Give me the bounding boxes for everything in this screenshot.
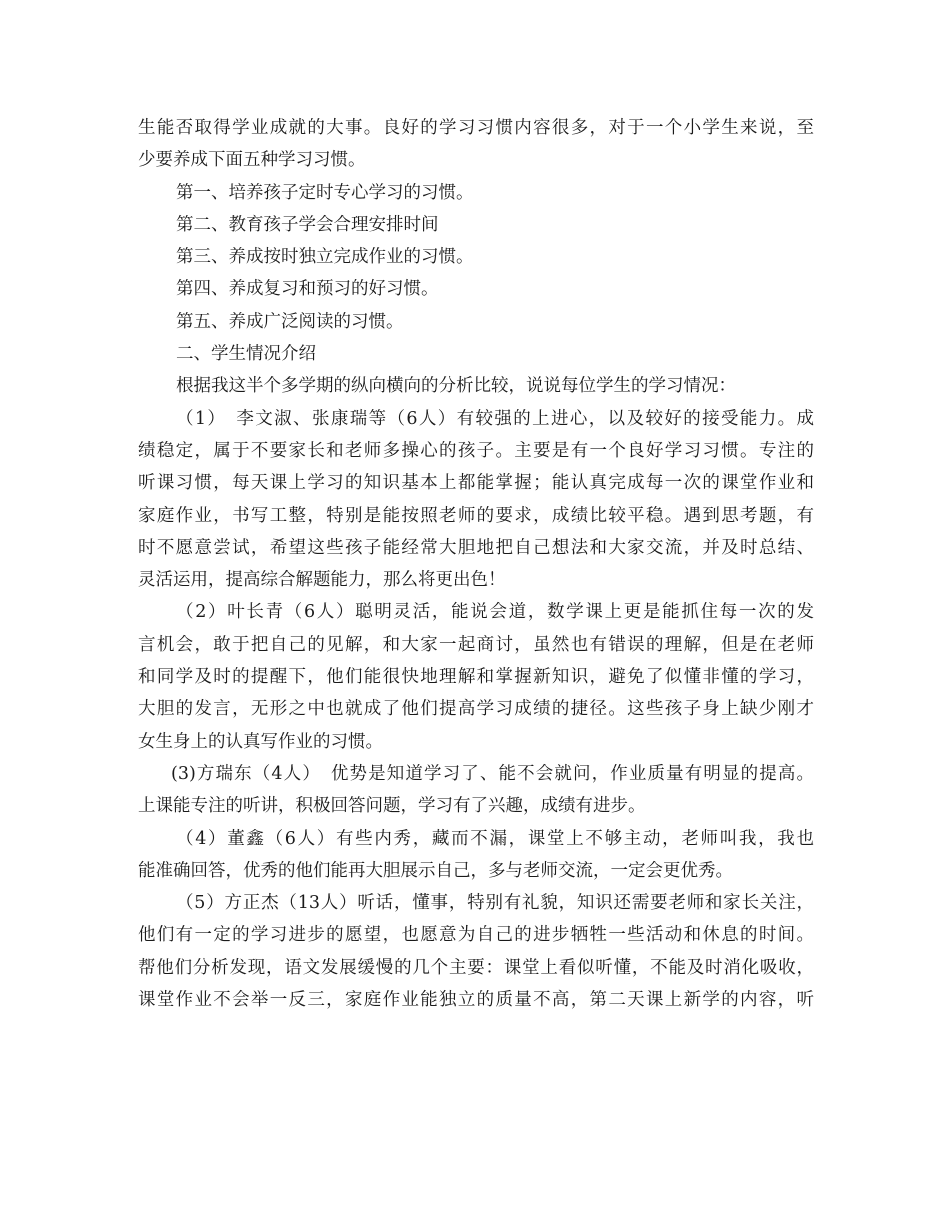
student-group-4-line: （4）董鑫（6人）有些内秀，藏而不漏，课堂上不够主动，老师叫我，我也 <box>176 828 814 849</box>
text-line: 课堂作业不会举一反三，家庭作业能独立的质量不高，第二天课上新学的内容，听 <box>138 990 814 1011</box>
text-line: 言机会，敢于把自己的见解，和大家一起商讨，虽然也有错误的理解，但是在老师 <box>138 634 814 655</box>
student-group-3-line: (3)方瑞东（4人） 优势是知道学习了、能不会就问，作业质量有明显的提高。 <box>171 763 814 784</box>
text-line: 生能否取得学业成就的大事。良好的学习习惯内容很多，对于一个小学生来说，至 <box>138 118 814 138</box>
document-page <box>138 112 814 1016</box>
text-line: 时不愿意尝试，希望这些孩子能经常大胆地把自己想法和大家交流，并及时总结、 <box>138 537 814 558</box>
text-line: 绩稳定，属于不要家长和老师多操心的孩子。主要是有一个良好学习习惯。专注的 <box>138 440 814 461</box>
student-group-5-line: （5）方正杰（13人）听话，懂事，特别有礼貌，知识还需要老师和家长关注， <box>176 893 814 914</box>
text-line: 根据我这半个多学期的纵向横向的分析比较，说说每位学生的学习情况： <box>176 376 736 397</box>
student-group-2-line: （2）叶长青（6人）聪明灵活，能说会道，数学课上更是能抓住每一次的发 <box>176 602 814 623</box>
text-line: 少要养成下面五种学习习惯。 <box>138 150 366 171</box>
student-group-1-line: （1） 李文淑、张康瑞等（6人）有较强的上进心，以及较好的接受能力。成 <box>176 408 814 429</box>
text-line: 他们有一定的学习进步的愿望，也愿意为自己的进步牺牲一些活动和休息的时间。 <box>138 925 814 946</box>
text-line: 上课能专注的听讲，积极回答问题，学习有了兴趣，成绩有进步。 <box>138 796 646 817</box>
text-line: 女生身上的认真写作业的习惯。 <box>138 731 383 752</box>
habit-item-2: 第二、教育孩子学会合理安排时间 <box>176 214 439 235</box>
text-line: 和同学及时的提醒下，他们能很快地理解和掌握新知识，避免了似懂非懂的学习， <box>138 667 814 688</box>
text-line: 能准确回答，优秀的他们能再大胆展示自己，多与老师交流，一定会更优秀。 <box>138 860 733 881</box>
text-line: 听课习惯，每天课上学习的知识基本上都能掌握；能认真完成每一次的课堂作业和 <box>138 473 814 494</box>
habit-item-1: 第一、培养孩子定时专心学习的习惯。 <box>176 182 474 203</box>
text-line: 大胆的发言，无形之中也就成了他们提高学习成绩的捷径。这些孩子身上缺少刚才 <box>138 699 814 720</box>
habit-item-4: 第四、养成复习和预习的好习惯。 <box>176 279 439 300</box>
text-line: 帮他们分析发现，语文发展缓慢的几个主要：课堂上看似听懂，不能及时消化吸收， <box>138 957 814 978</box>
habit-item-5: 第五、养成广泛阅读的习惯。 <box>176 311 404 332</box>
section-heading: 二、学生情况介绍 <box>176 344 316 365</box>
text-line: 家庭作业，书写工整，特别是能按照老师的要求，成绩比较平稳。遇到思考题，有 <box>138 505 814 526</box>
habit-item-3: 第三、养成按时独立完成作业的习惯。 <box>176 247 474 268</box>
text-line: 灵活运用，提高综合解题能力，那么将更出色！ <box>138 570 506 591</box>
